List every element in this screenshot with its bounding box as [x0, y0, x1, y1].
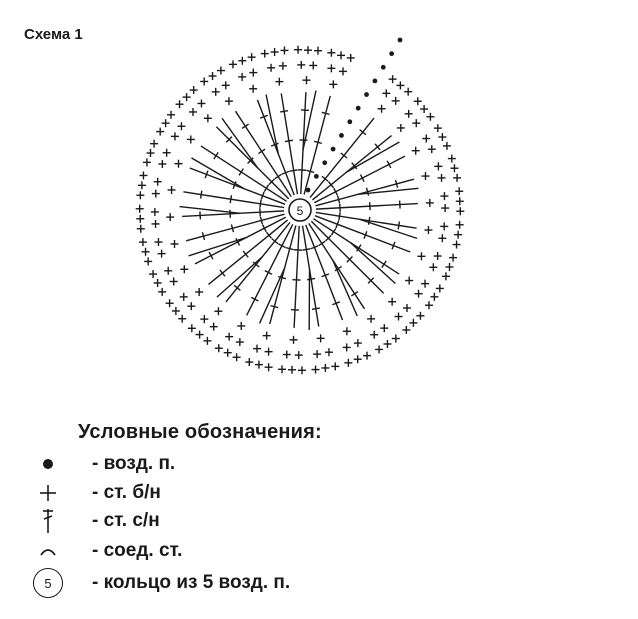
chain-dot — [322, 160, 327, 165]
stitch-ray — [306, 225, 371, 367]
stitch-ray — [294, 46, 322, 194]
center-ring-number: 5 — [296, 204, 304, 218]
chain-dot — [331, 147, 336, 152]
ring-icon: 5 — [33, 568, 63, 598]
stitch-ray — [261, 46, 298, 194]
stitch-ray — [136, 205, 284, 233]
legend-item-slip-stitch: - соед. ст. — [28, 537, 182, 565]
stitch-ray — [302, 226, 339, 374]
chain-dot — [356, 106, 361, 111]
chain-dot — [373, 79, 378, 84]
chain-dot — [306, 188, 311, 193]
chain-dot — [347, 119, 352, 124]
chain-dot-icon — [43, 459, 53, 469]
stitch-ray — [311, 221, 424, 334]
legend-title: Условные обозначения: — [78, 421, 322, 443]
chain-dot — [314, 174, 319, 179]
chain-dot — [339, 133, 344, 138]
chain-stitches — [306, 38, 403, 193]
stitch-ray — [314, 124, 451, 203]
double-crochet-icon — [38, 507, 58, 535]
center-ring — [289, 199, 311, 221]
stitch-ray — [149, 217, 286, 296]
chain-dot — [364, 92, 369, 97]
chain-dot — [398, 38, 403, 43]
stitch-ray — [278, 226, 306, 374]
legend-item-double-crochet: - ст. с/н — [28, 507, 160, 535]
chain-dot — [389, 51, 394, 56]
diagram-title: Схема 1 — [24, 26, 83, 43]
stitch-ray — [136, 171, 284, 207]
slip-stitch-icon — [38, 541, 58, 561]
legend-item-single-crochet: - ст. б/н — [28, 479, 161, 507]
single-crochet-icon — [38, 483, 58, 503]
stitch-ray — [215, 224, 293, 361]
stitch-ray — [229, 53, 294, 195]
legend-item-ring: 5 - кольцо из 5 возд. п. — [28, 569, 290, 597]
stitch-ray — [316, 212, 464, 248]
chain-dot — [381, 65, 386, 70]
legend-item-chain: - возд. п. — [28, 450, 175, 478]
